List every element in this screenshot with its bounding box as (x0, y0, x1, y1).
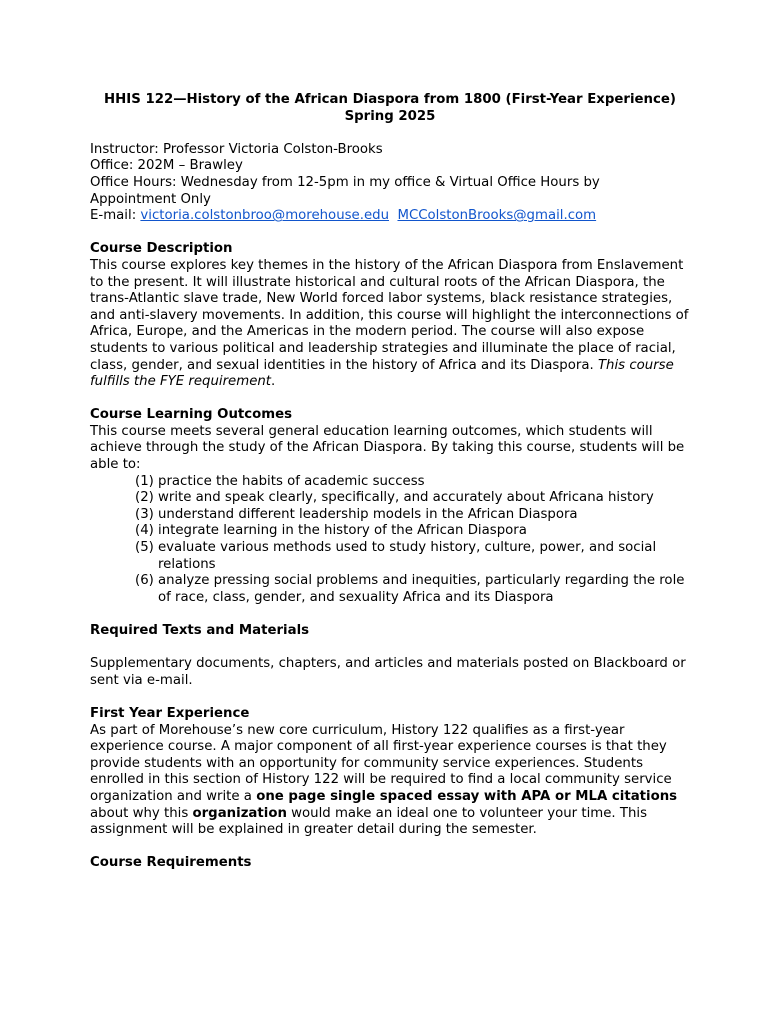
list-item-text: understand different leadership models in the African Diaspora (158, 506, 578, 522)
instructor-line: Instructor: Professor Victoria Colston-Brooks (90, 141, 383, 157)
section-heading-outcomes: Course Learning Outcomes (90, 407, 293, 423)
course-description-section (90, 241, 690, 390)
description-body (90, 258, 690, 391)
syllabus-page (90, 92, 690, 872)
list-item-number: (5) (135, 540, 154, 556)
list-item-number: (4) (135, 523, 154, 539)
course-title: HHIS 122—History of the African Diaspora from 1800 (First-Year Experience) (104, 92, 676, 107)
list-item-number: (3) (135, 506, 154, 522)
course-requirements-section (90, 855, 690, 872)
outcomes-intro: This course meets several general education learning outcomes, which students will achieve through the study of the African Diaspora. By taking this course, students will be able to: (90, 423, 685, 473)
course-term: Spring 2025 (344, 108, 436, 124)
outcomes-list (90, 474, 690, 607)
list-item-text: practice the habits of academic success (158, 473, 425, 489)
first-year-text-start: As part of Morehouse’s new core curriculum, History 122 qualifies as a first-year experience course. A major component of all first-year experience courses is that they provide students with an opportunity for community service experiences. Students enrolled in this section of History 122 will be required to find a local community service organization and write a (90, 722, 672, 804)
list-item (90, 490, 690, 507)
section-heading-requirements: Course Requirements (90, 855, 252, 871)
list-item (90, 474, 690, 491)
list-item (90, 507, 690, 524)
document-title (90, 92, 690, 125)
contact-block (90, 142, 690, 225)
first-year-text-end: would make an ideal one to volunteer your time. This assignment will be explained in greater detail during the semester. (90, 805, 648, 838)
list-item-number: (6) (135, 573, 154, 589)
section-heading-description: Course Description (90, 241, 233, 257)
first-year-section (90, 706, 690, 839)
email-label: E-mail: (90, 208, 141, 224)
list-item-text: write and speak clearly, specifically, and accurately about Africana history (158, 490, 654, 506)
email-line (90, 208, 690, 225)
email-link-primary[interactable]: victoria.colstonbroo@morehouse.edu (140, 208, 390, 224)
office-line: Office: 202M – Brawley (90, 158, 243, 174)
required-texts-body: Supplementary documents, chapters, and articles and materials posted on Blackboard or sent via e-mail. (90, 656, 686, 688)
list-item-text: integrate learning in the history of the African Diaspora (158, 523, 527, 539)
list-item (90, 540, 690, 573)
list-item-text: analyze pressing social problems and inequities, particularly regarding the role of race, class, gender, and sexuality Africa and its Diaspora (158, 573, 685, 605)
required-texts-section (90, 623, 690, 689)
first-year-text-mid: about why this (90, 805, 193, 821)
list-item (90, 573, 690, 606)
first-year-body (90, 723, 690, 839)
learning-outcomes-section (90, 407, 690, 606)
office-hours-line: Office Hours: Wednesday from 12-5pm in my office & Virtual Office Hours by Appointment Only (90, 174, 600, 207)
email-link-secondary[interactable]: MCColstonBrooks@gmail.com (397, 208, 597, 224)
organization-word: organization (192, 805, 287, 821)
fye-requirement-note: This course fulfills the FYE requirement (90, 357, 674, 390)
list-item-number: (2) (135, 490, 154, 506)
list-item-text: evaluate various methods used to study history, culture, power, and social relations (158, 540, 657, 572)
list-item (90, 523, 690, 540)
description-text: This course explores key themes in the history of the African Diaspora from Enslavement to the present. It will illustrate historical and cultural roots of the African Diaspora, the trans-Atlantic slave trade, New World forced labor systems, black resistance strategies, and anti-slavery movements. In addition, this course will highlight the interconnections of Africa, Europe, and the Americas in the modern period. The course will also expose students to various political and leadership strategies and illuminate the place of racial, class, gender, and sexual identities in the history of Africa and its Diaspora. (90, 257, 689, 373)
list-item-number: (1) (135, 473, 154, 489)
section-heading-first-year: First Year Experience (90, 705, 250, 721)
section-heading-texts: Required Texts and Materials (90, 623, 310, 638)
essay-requirement: one page single spaced essay with APA or MLA citations (256, 788, 678, 804)
description-end: . (271, 374, 276, 390)
